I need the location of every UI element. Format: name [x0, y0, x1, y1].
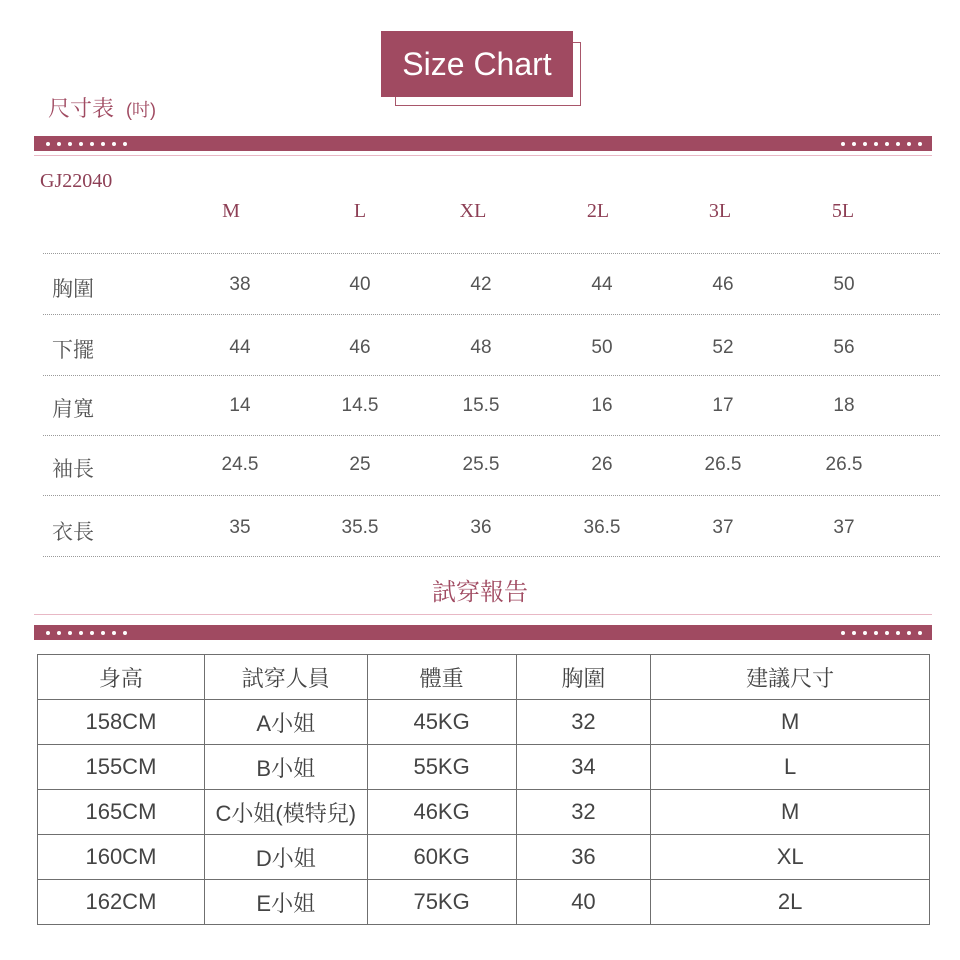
table-cell: B小姐: [204, 745, 367, 790]
table-cell: 165CM: [38, 790, 205, 835]
row-divider: [43, 314, 940, 315]
table-cell: 60KG: [367, 835, 516, 880]
measurement-value: 25: [349, 454, 371, 475]
measurement-value: 52: [712, 337, 734, 358]
table-cell: 40: [516, 880, 651, 925]
table-cell: 2L: [651, 880, 930, 925]
decorative-dots-right: [841, 136, 922, 151]
measurement-value: 42: [470, 274, 492, 295]
measurement-value: 15.5: [462, 395, 500, 416]
table-cell: 32: [516, 790, 651, 835]
column-header: 建議尺寸: [651, 655, 930, 700]
measurement-label: 下擺: [52, 339, 94, 362]
column-header: 身高: [38, 655, 205, 700]
table-cell: XL: [651, 835, 930, 880]
table-row: [38, 745, 930, 790]
measurement-value: 26.5: [825, 454, 863, 475]
column-header: 體重: [367, 655, 516, 700]
divider-bar: [34, 136, 932, 151]
measurement-value: 18: [833, 395, 855, 416]
measurement-value: 50: [591, 337, 613, 358]
decorative-dots-left: [46, 136, 127, 151]
measurement-value: 46: [349, 337, 371, 358]
table-cell: 75KG: [367, 880, 516, 925]
measurement-value: 26: [591, 454, 613, 475]
measurement-value: 48: [470, 337, 492, 358]
table-row: [38, 790, 930, 835]
table-cell: M: [651, 790, 930, 835]
try-on-title: 試穿報告: [432, 579, 528, 606]
measurement-value: 37: [833, 517, 855, 538]
decorative-dots-left: [46, 625, 127, 640]
try-on-table: [37, 654, 930, 925]
size-header: 5L: [831, 200, 855, 222]
size-header: M: [222, 200, 240, 222]
measurement-label: 袖長: [52, 458, 94, 481]
row-divider: [43, 253, 940, 254]
size-chart-title-text: 尺寸表: [48, 96, 115, 121]
table-cell: D小姐: [204, 835, 367, 880]
measurement-label: 衣長: [52, 521, 94, 544]
measurement-value: 44: [229, 337, 251, 358]
table-cell: 158CM: [38, 700, 205, 745]
table-header-row: [38, 655, 930, 700]
size-chart-unit: (吋): [126, 100, 157, 120]
table-cell: 162CM: [38, 880, 205, 925]
measurement-value: 36.5: [583, 517, 621, 538]
table-cell: 45KG: [367, 700, 516, 745]
measurement-value: 17: [712, 395, 734, 416]
table-cell: M: [651, 700, 930, 745]
table-cell: 34: [516, 745, 651, 790]
measurement-value: 35.5: [341, 517, 379, 538]
measurement-value: 25.5: [462, 454, 500, 475]
measurement-label: 胸圍: [52, 278, 94, 301]
measurement-value: 16: [591, 395, 613, 416]
title-badge: Size Chart: [381, 31, 573, 97]
measurement-value: 50: [833, 274, 855, 295]
table-cell: E小姐: [204, 880, 367, 925]
measurement-value: 14: [229, 395, 251, 416]
row-divider: [43, 495, 940, 496]
measurement-value: 14.5: [341, 395, 379, 416]
decorative-dots-right: [841, 625, 922, 640]
table-row: [38, 880, 930, 925]
row-divider: [43, 375, 940, 376]
size-header: XL: [459, 200, 487, 222]
table-row: [38, 700, 930, 745]
table-cell: C小姐(模特兒): [204, 790, 367, 835]
table-cell: 36: [516, 835, 651, 880]
measurement-value: 24.5: [221, 454, 259, 475]
divider-line: [34, 614, 932, 615]
table-cell: 160CM: [38, 835, 205, 880]
measurement-value: 26.5: [704, 454, 742, 475]
measurement-value: 36: [470, 517, 492, 538]
table-row: [38, 835, 930, 880]
divider-line: [34, 155, 932, 156]
table-cell: L: [651, 745, 930, 790]
divider-bar: [34, 625, 932, 640]
row-divider: [43, 556, 940, 557]
table-cell: A小姐: [204, 700, 367, 745]
table-cell: 55KG: [367, 745, 516, 790]
measurement-label: 肩寬: [52, 398, 94, 421]
measurement-value: 40: [349, 274, 371, 295]
table-cell: 32: [516, 700, 651, 745]
column-header: 試穿人員: [204, 655, 367, 700]
table-cell: 46KG: [367, 790, 516, 835]
size-header: 3L: [708, 200, 732, 222]
measurement-value: 35: [229, 517, 251, 538]
product-code: GJ22040: [40, 170, 113, 192]
measurement-value: 37: [712, 517, 734, 538]
measurement-value: 46: [712, 274, 734, 295]
table-cell: 155CM: [38, 745, 205, 790]
size-header: L: [353, 200, 367, 222]
measurement-value: 38: [229, 274, 251, 295]
column-header: 胸圍: [516, 655, 651, 700]
size-header: 2L: [586, 200, 610, 222]
measurement-value: 44: [591, 274, 613, 295]
measurement-value: 56: [833, 337, 855, 358]
row-divider: [43, 435, 940, 436]
size-chart-title: [48, 92, 156, 123]
